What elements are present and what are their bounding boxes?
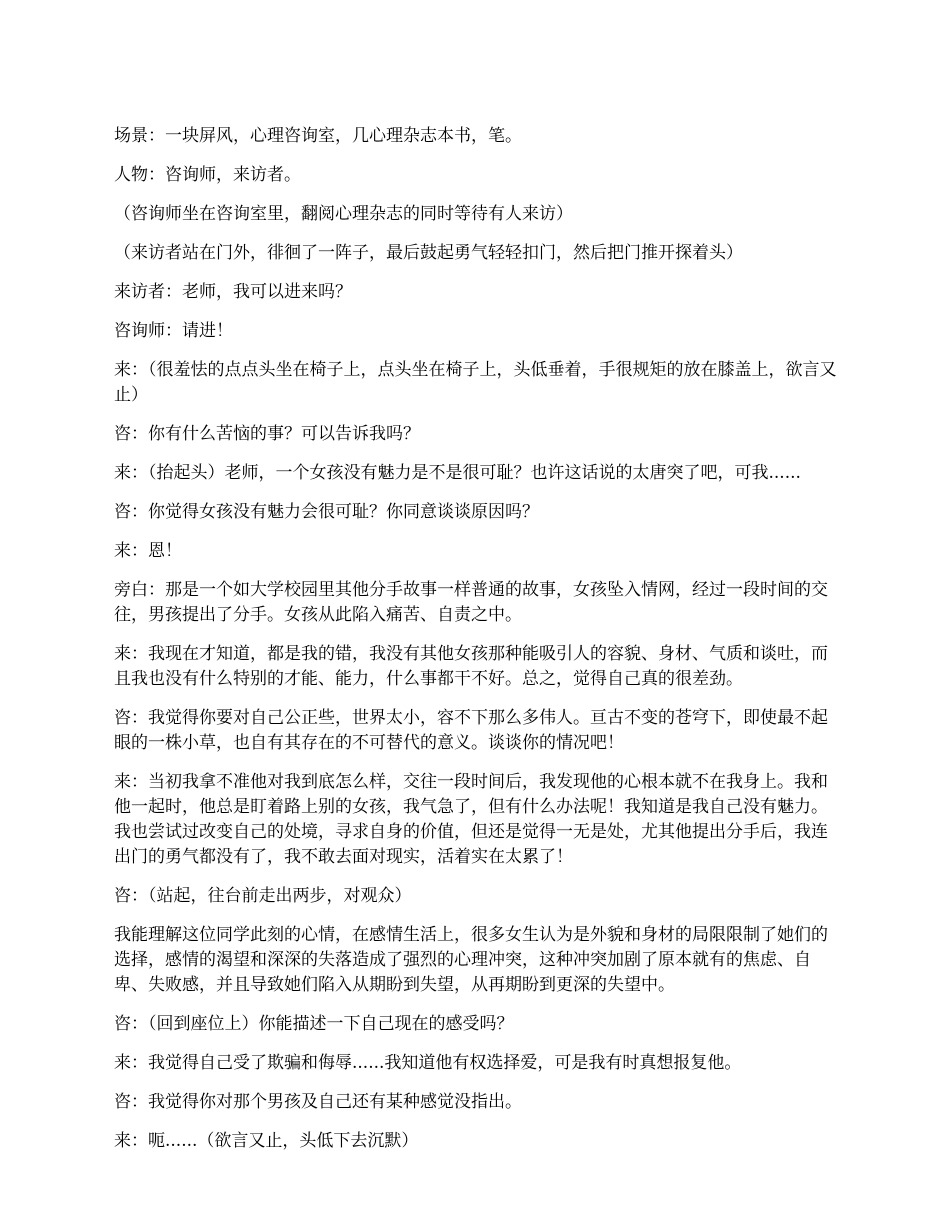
paragraph-dialogue: 来：（抬起头）老师，一个女孩没有魅力是不是很可耻？也许这话说的太唐突了吧，可我...... (114, 463, 801, 483)
paragraph-dialogue: 来：（很羞怯的点点头坐在椅子上，点头坐在椅子上，头低垂着，手很规矩的放在膝盖上，欲言又止） (114, 360, 837, 405)
paragraph-dialogue: 咨：我觉得你要对自己公正些，世界太小，容不下那么多伟人。亘古不变的苍穹下，即使最不起眼的一株小草，也自有其存在的不可替代的意义。谈谈你的情况吧！ (114, 708, 828, 753)
paragraph-dialogue: 咨：（回到座位上）你能描述一下自己现在的感受吗？ (114, 1014, 514, 1034)
paragraph-dialogue: 咨：（站起，往台前走出两步，对观众） (114, 886, 412, 906)
paragraph-scene: 场景：一块屏风，心理咨询室，几心理杂志本书，笔。 (114, 126, 522, 146)
paragraph-dialogue: 咨：我觉得你对那个男孩及自己还有某种感觉没指出。 (114, 1092, 522, 1112)
paragraph-characters: 人物：咨询师，来访者。 (114, 165, 301, 185)
paragraph-dialogue: 来：恩！ (114, 541, 182, 561)
paragraph-dialogue: 咨询师：请进！ (114, 321, 233, 341)
paragraph-dialogue: 来：呃......（欲言又止，头低下去沉默） (114, 1131, 419, 1151)
paragraph-dialogue: 咨：你觉得女孩没有魅力会很可耻？你同意谈谈原因吗？ (114, 502, 539, 522)
paragraph-dialogue: 来：当初我拿不准他对我到底怎么样，交往一段时间后，我发现他的心根本就不在我身上。我和他一起时，他总是盯着路上别的女孩，我气急了，但有什么办法呢！我知道是我自己没有魅力。我也尝试过改变自己的处境，寻求自身的价值，但还是觉得一无是处，尤其他提出分手后，我连出门的勇气都没有了，我不敢去面对现实，活着实在太累了！ (114, 772, 828, 867)
paragraph-stage-direction: （咨询师坐在咨询室里，翻阅心理杂志的同时等待有人来访） (114, 204, 573, 224)
paragraph-dialogue: 咨：你有什么苦恼的事？可以告诉我吗？ (114, 424, 420, 444)
paragraph-dialogue: 来：我觉得自己受了欺骗和侮辱......我知道他有权选择爱，可是我有时真想报复他。 (114, 1053, 742, 1073)
document-body (114, 124, 838, 1168)
paragraph-dialogue: 来访者：老师，我可以进来吗？ (114, 282, 352, 302)
paragraph-monologue: 我能理解这位同学此刻的心情，在感情生活上，很多女生认为是外貌和身材的局限限制了她们的选择，感情的渴望和深深的失落造成了强烈的心理冲突，这种冲突加剧了原本就有的焦虑、自卑、失败感，并且导致她们陷入从期盼到失望，从再期盼到更深的失望中。 (114, 925, 828, 995)
paragraph-dialogue: 来：我现在才知道，都是我的错，我没有其他女孩那种能吸引人的容貌、身材、气质和谈吐，而且我也没有什么特别的才能、能力，什么事都干不好。总之，觉得自己真的很差劲。 (114, 644, 828, 689)
paragraph-stage-direction: （来访者站在门外，徘徊了一阵子，最后鼓起勇气轻轻扣门，然后把门推开探着头） (114, 243, 743, 263)
paragraph-narration: 旁白：那是一个如大学校园里其他分手故事一样普通的故事，女孩坠入情网，经过一段时间的交往，男孩提出了分手。女孩从此陷入痛苦、自责之中。 (114, 580, 828, 625)
